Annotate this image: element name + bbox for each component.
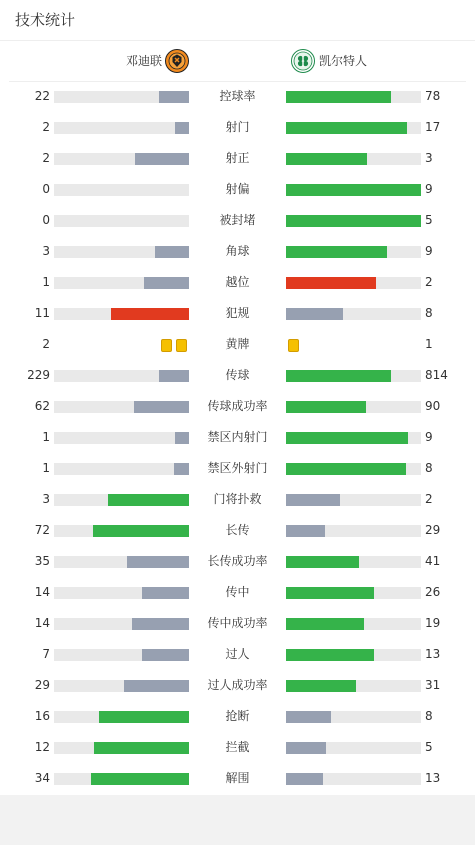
stat-row (0, 577, 475, 608)
away-stat-bar (286, 773, 421, 785)
away-stat-bar-fill (286, 122, 407, 134)
dundee-united-crest-icon (165, 49, 189, 73)
away-stat-value: 9 (425, 244, 433, 258)
away-stat-bar-fill (286, 587, 374, 599)
stat-label: 传中成功率 (207, 616, 268, 630)
home-stat-value: 0 (42, 182, 50, 196)
away-stat-value: 1 (425, 337, 433, 351)
home-stat-value: 2 (42, 151, 50, 165)
home-stat-value: 1 (42, 461, 50, 475)
stat-label: 禁区外射门 (207, 461, 268, 475)
stat-row (0, 205, 475, 236)
away-stat-bar (286, 215, 421, 227)
home-stat-bar-fill (144, 277, 189, 289)
home-stat-bar-fill (159, 91, 189, 103)
stat-row (0, 174, 475, 205)
away-stat-value: 13 (425, 647, 441, 661)
away-stat-value: 2 (425, 492, 433, 506)
away-stat-value: 26 (425, 585, 441, 599)
home-stat-bar-fill (111, 308, 189, 320)
away-stat-bar (286, 494, 421, 506)
home-stat-value: 34 (34, 771, 50, 785)
away-stat-value: 9 (425, 430, 433, 444)
away-stat-value: 90 (425, 399, 441, 413)
stat-row (0, 639, 475, 670)
stat-label: 过人 (225, 647, 250, 661)
away-stat-bar-fill (286, 153, 367, 165)
home-stat-bar-fill (175, 122, 189, 134)
home-stat-value: 3 (42, 492, 50, 506)
stat-label: 禁区内射门 (207, 430, 268, 444)
stat-row (0, 453, 475, 484)
home-stat-value: 12 (34, 740, 50, 754)
home-stat-value: 29 (34, 678, 50, 692)
away-stat-value: 814 (425, 368, 448, 382)
away-stat-bar-fill (286, 494, 340, 506)
stat-label: 黄牌 (225, 337, 250, 351)
home-stat-value: 1 (42, 430, 50, 444)
home-stat-value: 229 (27, 368, 50, 382)
away-stat-bar (286, 122, 421, 134)
home-stat-value: 2 (42, 120, 50, 134)
stat-label: 门将扑救 (213, 492, 262, 506)
home-stat-bar-fill (155, 246, 189, 258)
stat-label: 越位 (225, 275, 250, 289)
away-stat-bar-fill (286, 773, 323, 785)
away-stat-value: 8 (425, 461, 433, 475)
stat-label: 控球率 (219, 89, 256, 103)
yellow-card-icon (176, 339, 187, 352)
home-stat-bar-fill (93, 525, 189, 537)
page-title: 技术统计 (15, 11, 76, 29)
home-stat-bar-fill (127, 556, 189, 568)
home-stat-value: 1 (42, 275, 50, 289)
home-stat-bar (54, 184, 189, 196)
stat-label: 射门 (225, 120, 250, 134)
stat-row (0, 515, 475, 546)
home-stat-bar (54, 122, 189, 134)
away-stat-bar (286, 401, 421, 413)
away-stat-bar (286, 184, 421, 196)
home-stat-bar (54, 587, 189, 599)
away-stat-bar (286, 277, 421, 289)
home-stat-bar (54, 618, 189, 630)
away-stat-bar (286, 742, 421, 754)
home-stat-bar (54, 215, 189, 227)
home-stat-bar (54, 277, 189, 289)
stat-label: 犯规 (225, 306, 250, 320)
home-stat-bar (54, 463, 189, 475)
away-stat-bar-fill (286, 277, 376, 289)
stat-row (0, 360, 475, 391)
home-stat-value: 14 (34, 585, 50, 599)
page-background (0, 795, 475, 845)
away-stat-bar (286, 525, 421, 537)
away-stat-value: 41 (425, 554, 441, 568)
stat-row (0, 484, 475, 515)
away-stat-bar-fill (286, 711, 331, 723)
home-stat-bar (54, 432, 189, 444)
away-stat-bar-fill (286, 91, 391, 103)
away-stat-value: 9 (425, 182, 433, 196)
away-stat-value: 2 (425, 275, 433, 289)
stat-label: 角球 (225, 244, 250, 258)
home-stat-bar-fill (174, 463, 189, 475)
away-stat-bar (286, 463, 421, 475)
home-stat-bar (54, 742, 189, 754)
away-stat-value: 29 (425, 523, 441, 537)
home-team-name: 邓迪联 (125, 54, 162, 68)
stats-list (0, 81, 475, 794)
home-stat-bar (54, 525, 189, 537)
away-stat-bar-fill (286, 432, 408, 444)
away-stat-bar-fill (286, 525, 325, 537)
stat-row (0, 112, 475, 143)
home-stat-bar (54, 773, 189, 785)
home-yellow-cards (159, 339, 189, 352)
away-stat-bar (286, 153, 421, 165)
home-stat-value: 0 (42, 213, 50, 227)
away-stat-value: 78 (425, 89, 441, 103)
home-stat-bar (54, 246, 189, 258)
stat-row (0, 81, 475, 112)
away-stat-value: 8 (425, 306, 433, 320)
home-stat-bar (54, 153, 189, 165)
home-stat-value: 72 (34, 523, 50, 537)
home-stat-bar-fill (134, 401, 189, 413)
away-stat-bar (286, 556, 421, 568)
stat-row (0, 763, 475, 794)
away-stat-value: 13 (425, 771, 441, 785)
away-stat-bar-fill (286, 246, 387, 258)
away-stat-value: 5 (425, 740, 433, 754)
away-stat-bar (286, 711, 421, 723)
away-stat-bar-fill (286, 463, 406, 475)
home-stat-value: 62 (34, 399, 50, 413)
teams-header (0, 41, 475, 81)
away-team-name: 凯尔特人 (319, 54, 368, 68)
stat-row (0, 670, 475, 701)
stat-label: 拦截 (225, 740, 250, 754)
stat-label: 解围 (225, 771, 250, 785)
stat-label: 抢断 (225, 709, 250, 723)
away-stat-bar-fill (286, 308, 343, 320)
away-stat-bar-fill (286, 618, 364, 630)
home-stat-bar-fill (94, 742, 189, 754)
home-stat-bar (54, 308, 189, 320)
stat-row (0, 422, 475, 453)
away-stat-bar (286, 370, 421, 382)
away-stat-bar (286, 432, 421, 444)
stat-row (0, 391, 475, 422)
home-stat-bar-fill (108, 494, 189, 506)
stat-label: 长传成功率 (207, 554, 268, 568)
away-stat-bar (286, 587, 421, 599)
away-stat-value: 5 (425, 213, 433, 227)
home-stat-bar (54, 370, 189, 382)
home-stat-bar (54, 680, 189, 692)
home-stat-value: 2 (42, 337, 50, 351)
stat-label: 过人成功率 (207, 678, 268, 692)
home-stat-bar (54, 494, 189, 506)
away-stat-bar-fill (286, 401, 366, 413)
stat-row (0, 267, 475, 298)
away-stat-bar-fill (286, 370, 391, 382)
away-stat-bar-fill (286, 556, 359, 568)
home-stat-bar-fill (142, 649, 189, 661)
away-yellow-cards (286, 339, 301, 352)
stat-row (0, 143, 475, 174)
celtic-crest-icon (291, 49, 315, 73)
home-stat-value: 11 (34, 306, 50, 320)
home-stat-bar-fill (99, 711, 189, 723)
home-stat-bar (54, 556, 189, 568)
away-stat-bar (286, 680, 421, 692)
stat-label: 传中 (225, 585, 250, 599)
home-stat-bar (54, 711, 189, 723)
stat-label: 传球成功率 (207, 399, 268, 413)
stat-label: 射偏 (225, 182, 250, 196)
away-stat-bar-fill (286, 742, 326, 754)
home-stat-bar-fill (142, 587, 189, 599)
away-stat-bar-fill (286, 649, 374, 661)
home-stat-value: 16 (34, 709, 50, 723)
stat-label: 传球 (225, 368, 250, 382)
home-stat-bar (54, 401, 189, 413)
stat-row (0, 546, 475, 577)
home-stat-value: 22 (34, 89, 50, 103)
away-stat-value: 8 (425, 709, 433, 723)
stat-row (0, 732, 475, 763)
home-stat-bar-fill (132, 618, 189, 630)
home-stat-value: 7 (42, 647, 50, 661)
away-stat-bar (286, 246, 421, 258)
home-stat-bar-fill (124, 680, 189, 692)
stat-label: 被封堵 (219, 213, 256, 227)
home-stat-bar (54, 91, 189, 103)
home-stat-bar-fill (135, 153, 189, 165)
home-stat-bar-fill (91, 773, 189, 785)
away-stat-value: 17 (425, 120, 441, 134)
away-stat-bar (286, 91, 421, 103)
away-stat-bar (286, 649, 421, 661)
away-stat-bar (286, 308, 421, 320)
away-stat-value: 3 (425, 151, 433, 165)
yellow-card-icon (161, 339, 172, 352)
home-stat-bar (54, 649, 189, 661)
stat-row (0, 329, 475, 360)
away-stat-value: 31 (425, 678, 441, 692)
stat-row (0, 701, 475, 732)
away-stat-bar-fill (286, 215, 421, 227)
away-stat-bar (286, 618, 421, 630)
home-stat-bar-fill (175, 432, 189, 444)
home-stat-bar-fill (159, 370, 189, 382)
stat-label: 长传 (225, 523, 250, 537)
yellow-card-icon (288, 339, 299, 352)
home-stat-value: 14 (34, 616, 50, 630)
stat-label: 射正 (225, 151, 250, 165)
away-stat-bar-fill (286, 680, 356, 692)
stat-row (0, 236, 475, 267)
home-stat-value: 3 (42, 244, 50, 258)
stat-row (0, 608, 475, 639)
away-stat-bar-fill (286, 184, 421, 196)
away-stat-value: 19 (425, 616, 441, 630)
home-stat-value: 35 (34, 554, 50, 568)
stat-row (0, 298, 475, 329)
